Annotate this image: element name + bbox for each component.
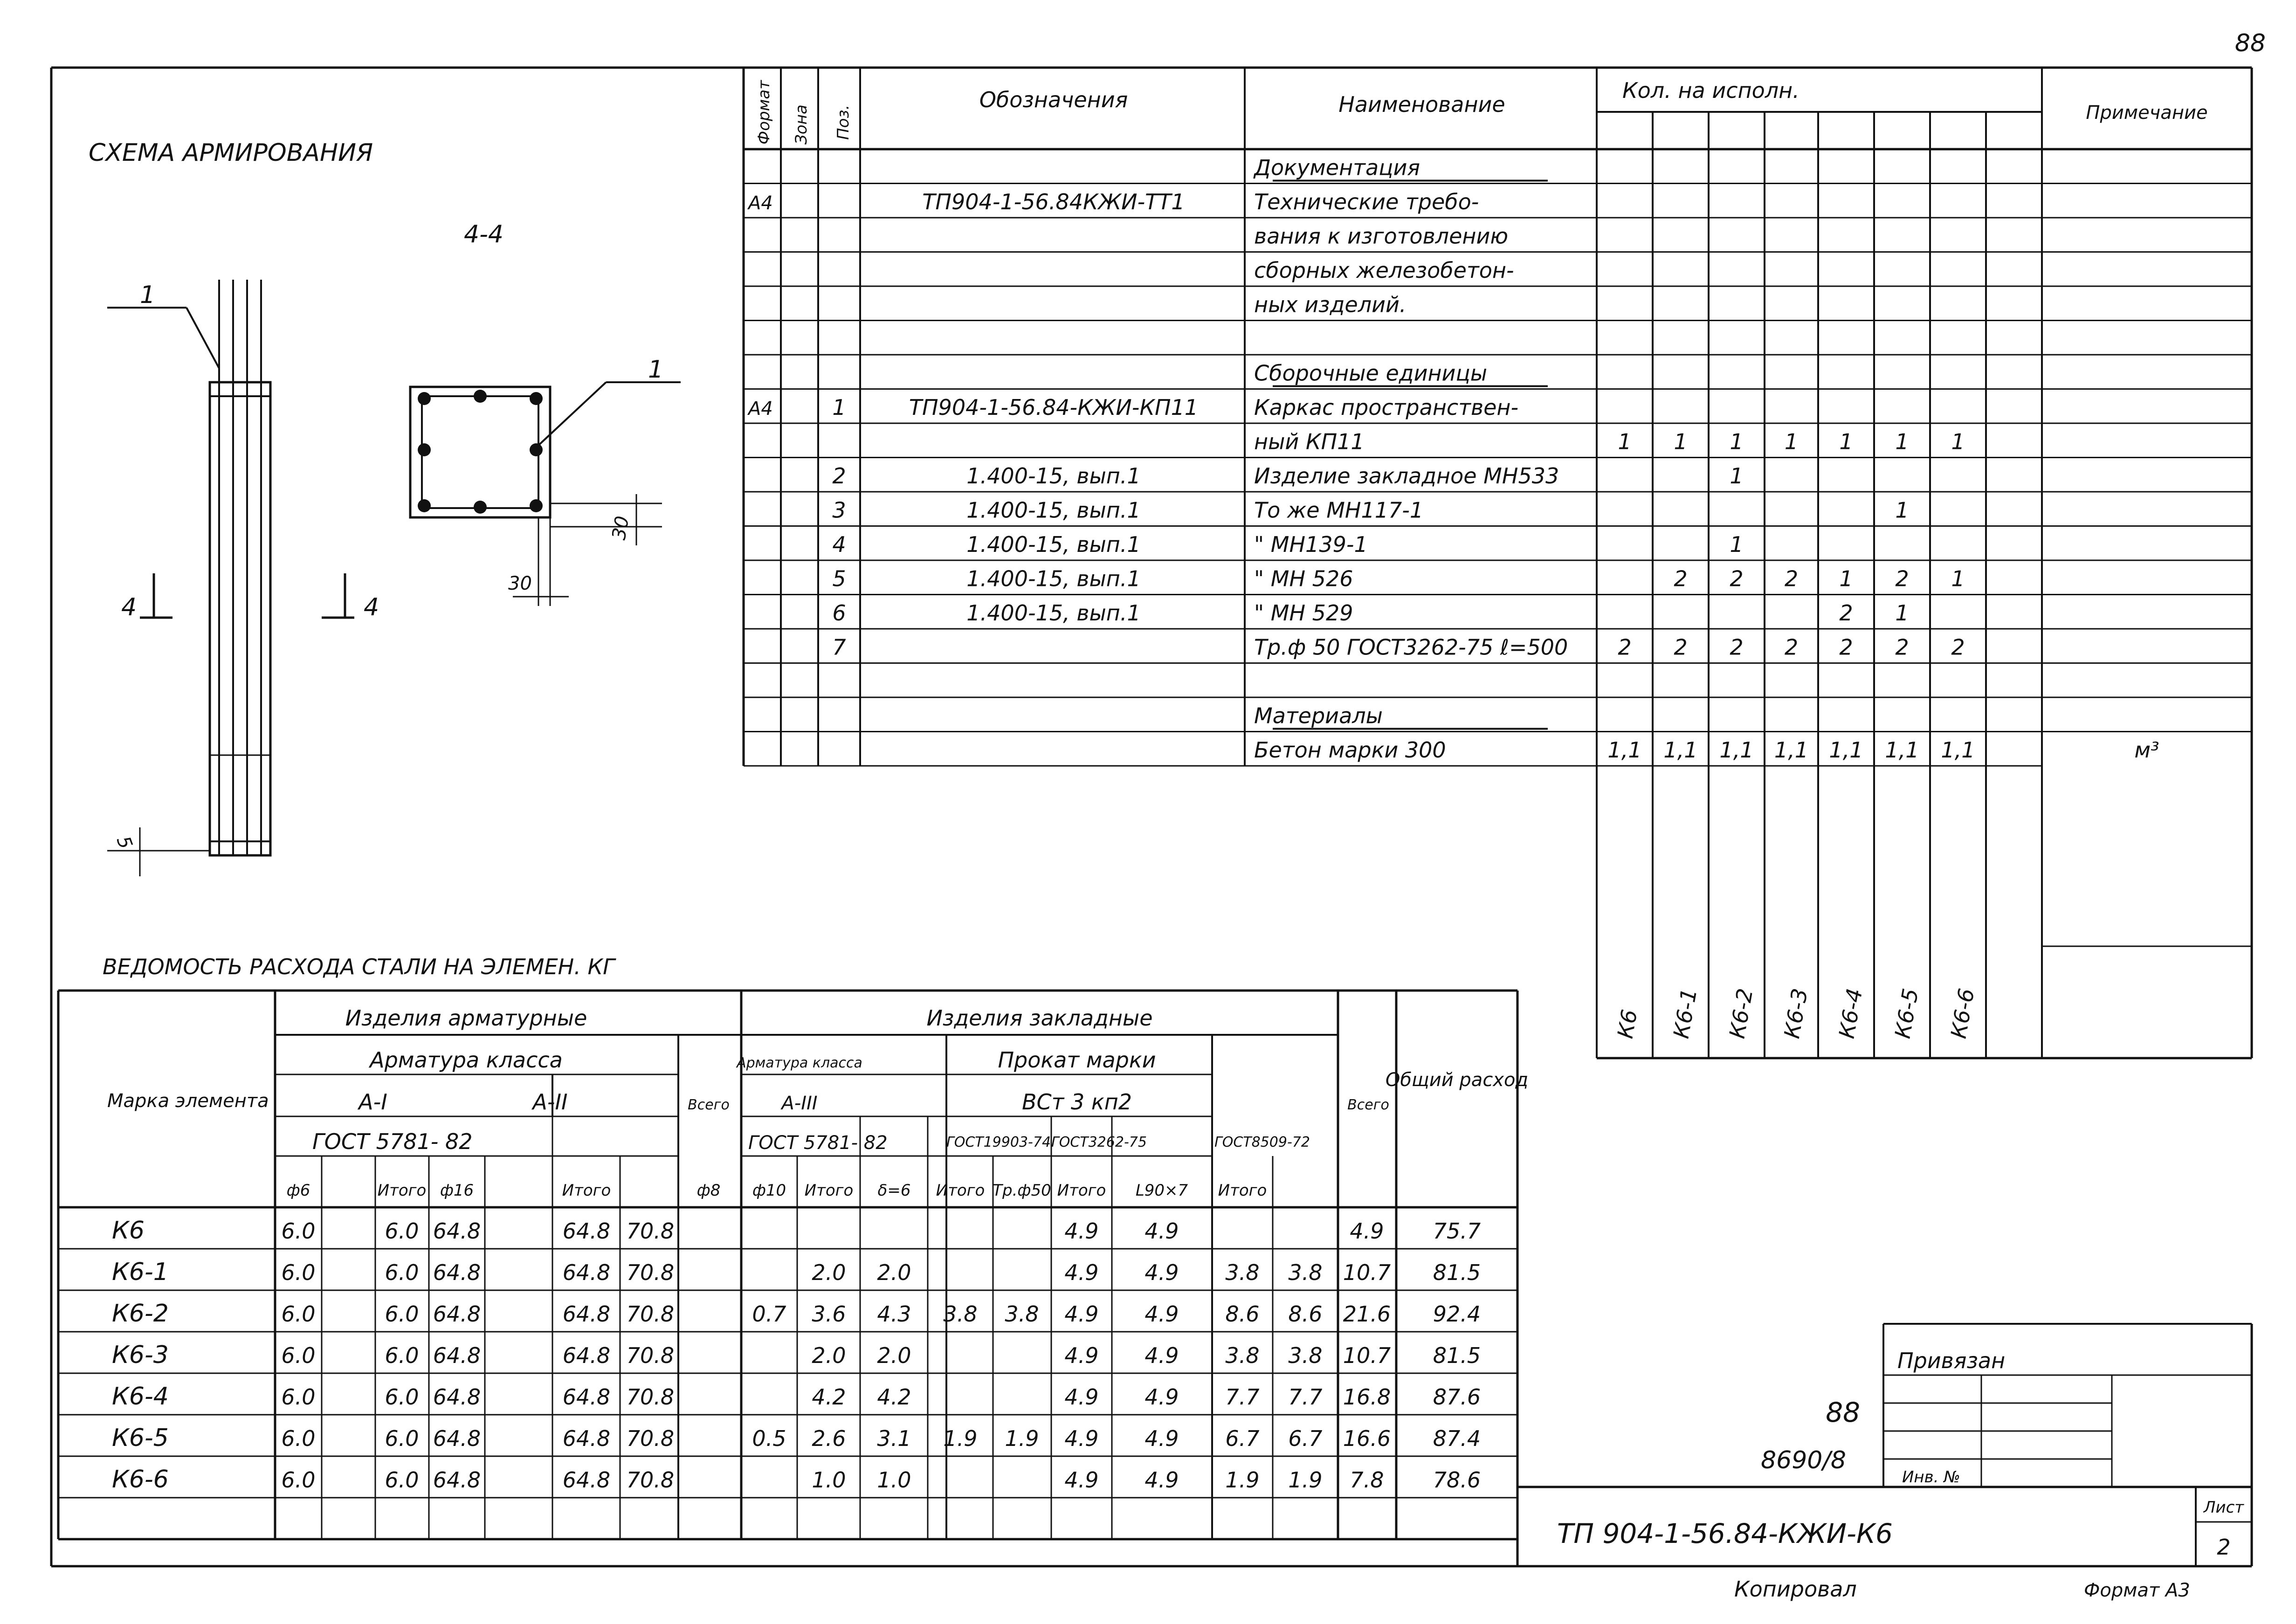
h-total2: Всего xyxy=(1347,1097,1389,1113)
col-label: Тр.ф50 xyxy=(993,1181,1051,1200)
row-value: 1.9 xyxy=(1225,1467,1260,1493)
row-value: 70.8 xyxy=(626,1260,675,1285)
h-a1: А-I xyxy=(359,1089,387,1115)
row-value: 4.9 xyxy=(1145,1301,1179,1327)
row-value: 2.0 xyxy=(877,1260,911,1285)
col-label: ф8 xyxy=(696,1181,721,1200)
stamp-sheet-number: 2 xyxy=(2217,1535,2231,1560)
row-pos: 1 xyxy=(832,395,846,420)
mark-label: К6-3 xyxy=(1779,986,1813,1040)
row-value: 4.9 xyxy=(1145,1343,1179,1368)
stamp-hand-88: 88 xyxy=(1826,1397,1860,1428)
row-value: 6.0 xyxy=(385,1343,419,1368)
row-value: 70.8 xyxy=(626,1467,675,1493)
section-label: 4-4 xyxy=(464,220,503,248)
row-value: 4.9 xyxy=(1145,1426,1179,1451)
row-name: " МН 529 xyxy=(1254,600,1353,626)
h-a2: А-II xyxy=(532,1089,568,1115)
row-value: 0.7 xyxy=(752,1301,786,1327)
h-arm-items: Изделия арматурные xyxy=(345,1005,587,1031)
h-emb-items: Изделия закладные xyxy=(926,1005,1153,1031)
h-rolled: Прокат марки xyxy=(998,1047,1156,1073)
row-value: 4.9 xyxy=(1064,1426,1099,1451)
hdr-note: Примечание xyxy=(2086,102,2208,124)
row-name: ный КП11 xyxy=(1254,429,1365,454)
row-value: 64.8 xyxy=(433,1426,481,1451)
rebar-dot xyxy=(530,392,543,405)
row-value: 70.8 xyxy=(626,1343,675,1368)
row-name: Бетон марки 300 xyxy=(1254,737,1446,763)
hdr-name: Наименование xyxy=(1338,92,1505,117)
row-qty: 1 xyxy=(1895,600,1909,626)
hdr-qty: Кол. на исполн. xyxy=(1622,78,1800,103)
row-value: 70.8 xyxy=(626,1426,675,1451)
row-qty: 1,1 xyxy=(1829,737,1863,763)
row-value: 8.6 xyxy=(1225,1301,1260,1327)
row-name: То же МН117-1 xyxy=(1254,497,1424,523)
row-qty: 2 xyxy=(1839,600,1853,626)
row-designation: 1.400-15, вып.1 xyxy=(966,463,1141,489)
row-mark: К6-1 xyxy=(112,1258,169,1286)
col-label: Итого xyxy=(562,1181,611,1200)
row-qty: 1 xyxy=(1951,566,1965,592)
row-name: Документация xyxy=(1254,155,1420,180)
row-name: Сборочные единицы xyxy=(1254,360,1488,386)
stamp-privyazan: Привязан xyxy=(1897,1348,2006,1373)
row-qty: 2 xyxy=(1895,634,1909,660)
row-value: 70.8 xyxy=(626,1301,675,1327)
row-value: 64.8 xyxy=(562,1218,611,1244)
row-name: Материалы xyxy=(1254,703,1383,729)
row-value: 21.6 xyxy=(1343,1301,1391,1327)
row-value: 1.0 xyxy=(812,1467,846,1493)
h-gost5: ГОСТ8509-72 xyxy=(1214,1134,1310,1150)
col-label: δ=6 xyxy=(877,1181,911,1200)
row-name: вания к изготовлению xyxy=(1254,223,1509,249)
row-name: " МН139-1 xyxy=(1254,532,1368,557)
cut-right-label: 4 xyxy=(364,593,379,621)
row-value: 4.9 xyxy=(1145,1384,1179,1410)
row-value: 6.0 xyxy=(281,1218,316,1244)
row-value: 3.6 xyxy=(812,1301,846,1327)
h-gost1: ГОСТ 5781- 82 xyxy=(312,1129,473,1154)
hdr-pos: Поз. xyxy=(834,104,853,140)
row-value: 6.0 xyxy=(281,1384,316,1410)
row-value: 75.7 xyxy=(1433,1218,1481,1244)
row-format: А4 xyxy=(748,398,773,420)
row-qty: 2 xyxy=(1730,566,1744,592)
row-qty: 2 xyxy=(1784,634,1799,660)
row-qty: 1,1 xyxy=(1719,737,1754,763)
row-value: 3.8 xyxy=(1225,1260,1260,1285)
mark-label: К6-4 xyxy=(1834,986,1868,1040)
row-pos: 7 xyxy=(832,634,846,660)
row-value: 3.8 xyxy=(1005,1301,1039,1327)
row-designation: 1.400-15, вып.1 xyxy=(966,600,1141,626)
row-designation: ТП904-1-56.84-КЖИ-КП11 xyxy=(909,395,1199,420)
row-value: 6.0 xyxy=(385,1218,419,1244)
row-mark: К6-6 xyxy=(112,1466,169,1493)
row-value: 64.8 xyxy=(433,1467,481,1493)
col-label: ф6 xyxy=(286,1181,310,1200)
row-qty: 1,1 xyxy=(1774,737,1809,763)
col-label: ф10 xyxy=(752,1181,786,1200)
row-value: 2.0 xyxy=(812,1343,846,1368)
row-qty: 2 xyxy=(1730,634,1744,660)
row-value: 0.5 xyxy=(752,1426,786,1451)
rebar-dot xyxy=(418,499,431,512)
row-qty: 2 xyxy=(1895,566,1909,592)
row-qty: 1,1 xyxy=(1607,737,1642,763)
row-qty: 1 xyxy=(1839,566,1853,592)
row-value: 6.0 xyxy=(385,1260,419,1285)
row-value: 4.9 xyxy=(1145,1218,1179,1244)
row-value: 8.6 xyxy=(1288,1301,1323,1327)
h-gost2: ГОСТ 5781- 82 xyxy=(748,1132,888,1154)
row-name: Каркас пространствен- xyxy=(1254,395,1519,420)
row-qty: 1 xyxy=(1784,429,1799,454)
row-qty: 1 xyxy=(1895,497,1909,523)
row-value: 64.8 xyxy=(562,1260,611,1285)
col-label: L90×7 xyxy=(1135,1181,1188,1200)
row-value: 7.8 xyxy=(1350,1467,1384,1493)
section-outline xyxy=(410,387,550,517)
leader-line xyxy=(536,382,606,447)
row-name: " МН 526 xyxy=(1254,566,1353,592)
mark-label: К6-5 xyxy=(1889,986,1924,1040)
row-value: 1.9 xyxy=(943,1426,978,1451)
row-value: 6.0 xyxy=(385,1384,419,1410)
row-value: 6.7 xyxy=(1288,1426,1323,1451)
h-arm-class3: Арматура класса xyxy=(737,1055,862,1071)
hdr-designation: Обозначения xyxy=(979,87,1128,112)
h-overall: Общий расход xyxy=(1385,1069,1529,1091)
stamp-inv: Инв. № xyxy=(1902,1468,1960,1486)
row-mark: К6-5 xyxy=(112,1424,169,1452)
row-value: 64.8 xyxy=(562,1343,611,1368)
row-value: 3.8 xyxy=(943,1301,978,1327)
row-pos: 3 xyxy=(832,497,846,523)
stamp-copied: Копировал xyxy=(1734,1576,1857,1602)
row-value: 4.9 xyxy=(1064,1218,1099,1244)
section-hoop xyxy=(422,396,538,508)
row-value: 6.0 xyxy=(281,1301,316,1327)
row-qty: 1 xyxy=(1951,429,1965,454)
row-qty: 1 xyxy=(1674,429,1688,454)
row-value: 6.0 xyxy=(281,1426,316,1451)
h-gost4: ГОСТ3262-75 xyxy=(1051,1134,1147,1150)
row-value: 64.8 xyxy=(562,1426,611,1451)
dim-30-horizontal: 30 xyxy=(508,573,532,594)
h-mark: Марка элемента xyxy=(107,1090,269,1112)
row-value: 4.9 xyxy=(1064,1343,1099,1368)
callout-1a: 1 xyxy=(140,281,156,309)
row-qty: 1,1 xyxy=(1885,737,1919,763)
col-label: Итого xyxy=(1057,1181,1106,1200)
col-label: ф16 xyxy=(440,1181,474,1200)
row-mark: К6-4 xyxy=(112,1383,169,1411)
page-number: 88 xyxy=(2234,29,2266,57)
rebar-dot xyxy=(530,443,543,456)
row-qty: 2 xyxy=(1674,566,1688,592)
row-note: м³ xyxy=(2134,737,2159,763)
rebar-dot xyxy=(418,392,431,405)
row-value: 2.6 xyxy=(812,1426,846,1451)
h-arm-class: Арматура класса xyxy=(370,1047,563,1073)
callout-1b: 1 xyxy=(648,356,664,384)
row-name: ных изделий. xyxy=(1254,292,1407,317)
row-value: 6.0 xyxy=(385,1467,419,1493)
row-value: 70.8 xyxy=(626,1218,675,1244)
row-value: 6.0 xyxy=(281,1343,316,1368)
row-pos: 6 xyxy=(832,600,846,626)
stamp-hand-number: 8690/8 xyxy=(1761,1446,1846,1474)
row-mark: К6-3 xyxy=(112,1341,169,1369)
row-value: 10.7 xyxy=(1343,1343,1391,1368)
row-value: 4.9 xyxy=(1145,1467,1179,1493)
row-value: 81.5 xyxy=(1433,1343,1481,1368)
row-qty: 1 xyxy=(1618,429,1632,454)
row-value: 87.4 xyxy=(1433,1426,1481,1451)
row-value: 1.9 xyxy=(1288,1467,1323,1493)
row-designation: 1.400-15, вып.1 xyxy=(966,566,1141,592)
row-qty: 1 xyxy=(1895,429,1909,454)
row-value: 64.8 xyxy=(433,1343,481,1368)
row-value: 4.2 xyxy=(812,1384,846,1410)
row-name: Технические требо- xyxy=(1254,189,1479,214)
row-value: 6.0 xyxy=(385,1426,419,1451)
col-label: Итого xyxy=(804,1181,854,1200)
row-qty: 1 xyxy=(1730,532,1744,557)
row-value: 78.6 xyxy=(1433,1467,1481,1493)
row-value: 4.9 xyxy=(1064,1467,1099,1493)
steel-title: ВЕДОМОСТЬ РАСХОДА СТАЛИ НА ЭЛЕМЕН. КГ xyxy=(103,954,615,979)
row-value: 6.0 xyxy=(385,1301,419,1327)
row-value: 4.9 xyxy=(1064,1384,1099,1410)
mark-label: К6-6 xyxy=(1945,986,1979,1040)
row-value: 4.9 xyxy=(1350,1218,1384,1244)
row-value: 64.8 xyxy=(562,1384,611,1410)
col-label: Итого xyxy=(1218,1181,1267,1200)
row-value: 6.0 xyxy=(281,1260,316,1285)
row-qty: 2 xyxy=(1674,634,1688,660)
row-qty: 1 xyxy=(1839,429,1853,454)
row-value: 4.9 xyxy=(1145,1260,1179,1285)
row-qty: 1,1 xyxy=(1663,737,1698,763)
col-label: Итого xyxy=(377,1181,427,1200)
row-mark: К6-2 xyxy=(112,1300,169,1328)
row-value: 4.9 xyxy=(1064,1260,1099,1285)
row-qty: 1 xyxy=(1730,429,1744,454)
row-pos: 4 xyxy=(832,532,846,557)
row-qty: 2 xyxy=(1618,634,1632,660)
row-designation: 1.400-15, вып.1 xyxy=(966,497,1141,523)
stamp-format: Формат А3 xyxy=(2084,1580,2190,1601)
row-name: Тр.ф 50 ГОСТ3262-75 ℓ=500 xyxy=(1254,634,1568,660)
row-designation: 1.400-15, вып.1 xyxy=(966,532,1141,557)
stamp-doc-code: ТП 904-1-56.84-КЖИ-К6 xyxy=(1557,1518,1893,1549)
row-value: 92.4 xyxy=(1433,1301,1481,1327)
mark-label: К6-1 xyxy=(1668,986,1702,1040)
rebar-dot xyxy=(474,501,487,514)
row-value: 16.6 xyxy=(1343,1426,1391,1451)
rebar-dot xyxy=(474,390,487,403)
row-value: 64.8 xyxy=(562,1467,611,1493)
row-value: 6.7 xyxy=(1225,1426,1260,1451)
row-value: 81.5 xyxy=(1433,1260,1481,1285)
h-a3: А-III xyxy=(781,1093,818,1114)
row-value: 1.9 xyxy=(1005,1426,1039,1451)
mark-label: К6 xyxy=(1612,1007,1642,1040)
row-value: 4.2 xyxy=(877,1384,911,1410)
h-total: Всего xyxy=(688,1097,730,1113)
row-value: 2.0 xyxy=(812,1260,846,1285)
h-gost3: ГОСТ19903-74 xyxy=(946,1134,1051,1150)
row-pos: 2 xyxy=(832,463,846,489)
row-value: 70.8 xyxy=(626,1384,675,1410)
h-vst: ВСт 3 кп2 xyxy=(1021,1089,1132,1115)
row-designation: ТП904-1-56.84КЖИ-ТТ1 xyxy=(922,189,1185,214)
row-value: 1.0 xyxy=(877,1467,911,1493)
row-value: 3.8 xyxy=(1288,1260,1323,1285)
row-name: Изделие закладное МН533 xyxy=(1254,463,1559,489)
row-pos: 5 xyxy=(832,566,846,592)
row-format: А4 xyxy=(748,193,773,214)
stamp-sheet-label: Лист xyxy=(2203,1498,2244,1517)
row-value: 7.7 xyxy=(1225,1384,1260,1410)
row-value: 64.8 xyxy=(562,1301,611,1327)
row-value: 3.1 xyxy=(877,1426,911,1451)
dim-30-vertical: 30 xyxy=(608,514,634,542)
scheme-title: СХЕМА АРМИРОВАНИЯ xyxy=(89,139,373,167)
mark-label: К6-2 xyxy=(1724,986,1758,1040)
row-value: 2.0 xyxy=(877,1343,911,1368)
row-value: 16.8 xyxy=(1343,1384,1391,1410)
row-value: 64.8 xyxy=(433,1218,481,1244)
row-name: сборных железобетон- xyxy=(1254,258,1514,283)
hdr-zone: Зона xyxy=(792,104,811,145)
rebar-dot xyxy=(530,499,543,512)
row-mark: К6 xyxy=(112,1217,145,1245)
cut-left-label: 4 xyxy=(121,593,137,621)
row-qty: 2 xyxy=(1784,566,1799,592)
row-value: 10.7 xyxy=(1343,1260,1391,1285)
row-value: 64.8 xyxy=(433,1384,481,1410)
row-qty: 1,1 xyxy=(1941,737,1975,763)
row-value: 3.8 xyxy=(1225,1343,1260,1368)
rebar-dot xyxy=(418,443,431,456)
row-value: 87.6 xyxy=(1433,1384,1481,1410)
row-value: 64.8 xyxy=(433,1301,481,1327)
row-value: 4.9 xyxy=(1064,1301,1099,1327)
row-value: 4.3 xyxy=(877,1301,911,1327)
row-value: 6.0 xyxy=(281,1467,316,1493)
row-value: 64.8 xyxy=(433,1260,481,1285)
row-qty: 1 xyxy=(1730,463,1744,489)
hdr-format: Формат xyxy=(755,80,773,145)
col-label: Итого xyxy=(936,1181,985,1200)
row-value: 3.8 xyxy=(1288,1343,1323,1368)
row-value: 7.7 xyxy=(1288,1384,1323,1410)
leader-line xyxy=(186,308,219,368)
dim-5: 5 xyxy=(112,833,137,852)
row-qty: 2 xyxy=(1951,634,1965,660)
row-qty: 2 xyxy=(1839,634,1853,660)
